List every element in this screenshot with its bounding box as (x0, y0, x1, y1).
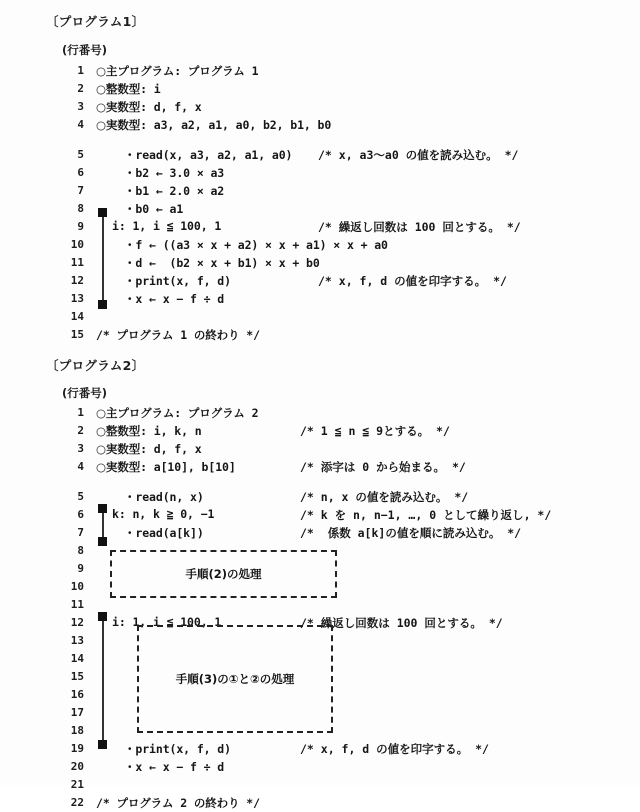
code-line-row (0, 488, 640, 506)
loop-start-marker-p2-k (98, 504, 107, 513)
loop-start-marker-p2-i (98, 612, 107, 621)
line-number: 5 (77, 148, 84, 161)
line-number: 11 (70, 598, 84, 611)
code-line-row (0, 80, 640, 98)
line-number: 8 (77, 202, 84, 215)
code-line-row (0, 458, 640, 476)
line-number: 13 (70, 292, 84, 305)
code-text: ・read(a[k]) (124, 526, 204, 540)
code-line-row (0, 440, 640, 458)
program2-listing (0, 404, 640, 812)
code-line-row (0, 236, 640, 254)
code-text: ・b1 ← 2.0 × a2 (124, 184, 225, 198)
loop-connector-p1 (102, 217, 104, 309)
code-line-row (0, 404, 640, 422)
code-line-row (0, 200, 640, 218)
code-line-row (0, 62, 640, 80)
code-line-row (0, 164, 640, 182)
code-line-row (0, 290, 640, 308)
code-text: ○実数型: a3, a2, a1, a0, b2, b1, b0 (96, 118, 332, 132)
code-line-row (0, 422, 640, 440)
code-comment: /* k を n, n−1, …, 0 として繰り返し, */ (300, 508, 552, 522)
line-number: 20 (70, 760, 84, 773)
line-number: 21 (70, 778, 84, 791)
line-number: 3 (77, 100, 84, 113)
code-line-row (0, 218, 640, 236)
line-number: 18 (70, 724, 84, 737)
program1-title: 〔プログラム1〕 (46, 14, 145, 29)
code-text: ○主プログラム: プログラム 2 (96, 406, 259, 420)
code-text: ○実数型: d, f, x (96, 100, 202, 114)
loop-connector-p2-i (102, 621, 104, 740)
code-line-row (0, 182, 640, 200)
code-text: ・print(x, f, d) (124, 274, 231, 288)
code-text: ○主プログラム: プログラム 1 (96, 64, 259, 78)
code-line-row (0, 116, 640, 134)
line-number: 16 (70, 688, 84, 701)
code-line-row (0, 758, 640, 776)
code-line-row (0, 506, 640, 524)
program2-title: 〔プログラム2〕 (46, 358, 145, 373)
placeholder-box-step3 (137, 625, 333, 733)
code-line-row (0, 254, 640, 272)
program1-lineno-label: (行番号) (62, 43, 108, 57)
code-text: ・read(n, x) (124, 490, 204, 504)
line-number: 2 (77, 82, 84, 95)
line-number: 17 (70, 706, 84, 719)
placeholder-box-step3-label: 手順(3)の①と②の処理 (175, 672, 295, 686)
code-comment: /* 繰返し回数は 100 回とする。 */ (300, 616, 503, 630)
line-number: 15 (70, 670, 84, 683)
program1-listing (0, 62, 640, 344)
code-text: i: 1, i ≦ 100, 1 (112, 219, 222, 233)
code-comment: /* 係数 a[k]の値を順に読み込む。 */ (300, 526, 522, 540)
loop-end-marker-p2-k (98, 537, 107, 546)
code-text: /* プログラム 2 の終わり */ (96, 796, 260, 810)
code-line-row (0, 524, 640, 542)
line-number: 7 (77, 184, 84, 197)
line-number: 9 (77, 220, 84, 233)
code-text: ・x ← x − f ÷ d (124, 292, 225, 306)
code-text: ・print(x, f, d) (124, 742, 231, 756)
code-comment: /* 1 ≦ n ≦ 9とする。 */ (300, 424, 450, 438)
code-comment: /* 添字は 0 から始まる。 */ (300, 460, 466, 474)
line-number: 11 (70, 256, 84, 269)
code-line-row (0, 146, 640, 164)
code-text: ○整数型: i (96, 82, 161, 96)
line-number: 6 (77, 508, 84, 521)
line-number: 12 (70, 616, 84, 629)
code-text: ・f ← ((a3 × x + a2) × x + a1) × x + a0 (124, 238, 388, 252)
code-text: ・d ← (b2 × x + b1) × x + b0 (124, 256, 320, 270)
line-number: 19 (70, 742, 84, 755)
program2-lineno-label: (行番号) (62, 386, 108, 400)
code-line-row (0, 272, 640, 290)
line-number: 9 (77, 562, 84, 575)
line-number: 1 (77, 406, 84, 419)
line-number: 7 (77, 526, 84, 539)
code-text: ・read(x, a3, a2, a1, a0) (124, 148, 293, 162)
line-number: 13 (70, 634, 84, 647)
code-text: ○実数型: a[10], b[10] (96, 460, 236, 474)
code-comment: /* x, f, d の値を印字する。 */ (300, 742, 489, 756)
line-number: 2 (77, 424, 84, 437)
line-number: 12 (70, 274, 84, 287)
code-line-row (0, 776, 640, 794)
line-number: 14 (70, 652, 84, 665)
line-number: 10 (70, 580, 84, 593)
code-text: k: n, k ≧ 0, −1 (112, 507, 215, 521)
code-line-row (0, 740, 640, 758)
line-number: 8 (77, 544, 84, 557)
code-comment: /* x, a3〜a0 の値を読み込む。 */ (318, 148, 519, 162)
loop-start-marker-p1 (98, 208, 107, 217)
line-number: 6 (77, 166, 84, 179)
code-text: ・b2 ← 3.0 × a3 (124, 166, 225, 180)
code-text: i: 1, i ≦ 100, 1 (112, 615, 222, 629)
placeholder-box-step2-label: 手順(2)の処理 (185, 567, 262, 581)
line-number: 5 (77, 490, 84, 503)
code-line-row (0, 794, 640, 812)
line-number: 1 (77, 64, 84, 77)
line-number: 14 (70, 310, 84, 323)
code-line-row (0, 326, 640, 344)
code-text: ・b0 ← a1 (124, 202, 184, 216)
line-number: 10 (70, 238, 84, 251)
loop-end-marker-p2-i (98, 740, 107, 749)
code-comment: /* 繰返し回数は 100 回とする。 */ (318, 220, 521, 234)
placeholder-box-step2 (110, 550, 337, 598)
code-text: ○実数型: d, f, x (96, 442, 202, 456)
code-text: /* プログラム 1 の終わり */ (96, 328, 260, 342)
code-line-row (0, 596, 640, 614)
code-comment: /* n, x の値を読み込む。 */ (300, 490, 469, 504)
loop-connector-p2-k (102, 513, 104, 537)
line-number: 15 (70, 328, 84, 341)
loop-end-marker-p1 (98, 300, 107, 309)
code-line-row (0, 98, 640, 116)
code-text: ・x ← x − f ÷ d (124, 760, 225, 774)
line-number: 22 (70, 796, 84, 809)
line-number: 4 (77, 460, 84, 473)
line-number: 3 (77, 442, 84, 455)
code-comment: /* x, f, d の値を印字する。 */ (318, 274, 507, 288)
line-number: 4 (77, 118, 84, 131)
code-line-row (0, 308, 640, 326)
code-text: ○整数型: i, k, n (96, 424, 202, 438)
